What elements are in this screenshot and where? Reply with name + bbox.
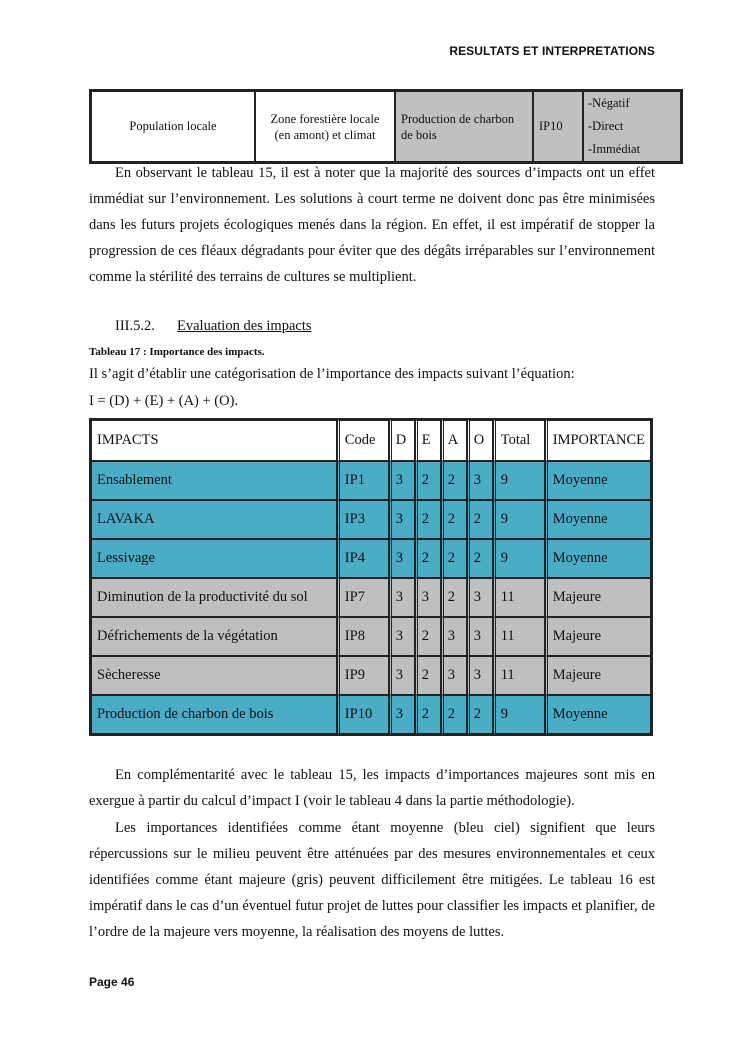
d-cell: 3	[389, 578, 415, 617]
section-title: Evaluation des impacts	[177, 318, 312, 334]
table-row	[91, 500, 651, 539]
o-cell: 3	[467, 656, 493, 695]
total-cell: 11	[493, 656, 545, 695]
impact-cell: Défrichements de la végétation	[91, 617, 337, 656]
importance-cell: Moyenne	[545, 539, 651, 578]
table-row	[91, 695, 651, 734]
section-number: III.5.2.	[115, 318, 155, 334]
o-cell: 3	[467, 578, 493, 617]
impacts-table	[89, 418, 653, 736]
e-cell: 2	[415, 656, 441, 695]
running-header: RESULTATS ET INTERPRETATIONS	[449, 44, 655, 58]
total-cell: 9	[493, 500, 545, 539]
a-cell: 2	[441, 539, 467, 578]
importance-cell: Majeure	[545, 656, 651, 695]
table-row	[91, 656, 651, 695]
table-header-row	[91, 420, 651, 461]
importance-cell: Moyenne	[545, 500, 651, 539]
code-cell: IP1	[337, 461, 389, 500]
impact-cell: Production de charbon de bois	[91, 695, 337, 734]
characteristic-item: -Négatif	[588, 96, 630, 110]
population-cell: Population locale	[91, 91, 255, 162]
column-header: E	[415, 420, 441, 461]
column-header: Total	[493, 420, 545, 461]
code-cell: IP10	[337, 695, 389, 734]
page-number: Page 46	[89, 975, 135, 989]
column-header: IMPORTANCE	[545, 420, 651, 461]
code-cell: IP3	[337, 500, 389, 539]
impact-cell: Diminution de la productivité du sol	[91, 578, 337, 617]
column-header: D	[389, 420, 415, 461]
characteristics-cell	[583, 91, 681, 162]
o-cell: 3	[467, 617, 493, 656]
impact-cell: LAVAKA	[91, 500, 337, 539]
a-cell: 2	[441, 578, 467, 617]
e-cell: 2	[415, 461, 441, 500]
importance-cell: Moyenne	[545, 461, 651, 500]
impact-cell: Lessivage	[91, 539, 337, 578]
o-cell: 2	[467, 695, 493, 734]
e-cell: 2	[415, 617, 441, 656]
source-cell: Production de charbon de bois	[395, 91, 533, 162]
table-row	[91, 578, 651, 617]
total-cell: 9	[493, 539, 545, 578]
code-cell: IP10	[533, 91, 583, 162]
o-cell: 2	[467, 500, 493, 539]
o-cell: 2	[467, 539, 493, 578]
section-heading	[115, 318, 312, 335]
paragraph-importance: Les importances identifiées comme étant moyenne (bleu ciel) signifient que leurs répercussions sur le milieu peuvent être atténuées par des mesures environnementales et ceux identifiées comme étant majeure (gris) peuvent difficilement être mitigées. Le tableau 16 est impératif dans le cas d’un éventuel futur projet de luttes pour classifier les impacts et planifier, de l’ordre de la majeure vers moyenne, la réalisation des moyens de luttes.	[89, 820, 655, 940]
table-caption: Tableau 17 : Importance des impacts.	[89, 346, 265, 358]
a-cell: 3	[441, 656, 467, 695]
a-cell: 2	[441, 695, 467, 734]
paragraph-observation: En observant le tableau 15, il est à noter que la majorité des sources d’impacts ont un effet immédiat sur l’environnement. Les solutions à court terme ne doivent donc pas être minimisées dans les futurs projets écologiques menés dans la région. En effet, il est impératif de stopper la progression de ces fléaux dégradants pour éviter que des dégâts irréparables sur l’environnement comme la stérilité des terrains de cultures se multiplient.	[89, 165, 655, 285]
intro-text: Il s’agit d’établir une catégorisation de l’importance des impacts suivant l’équation:	[89, 366, 575, 382]
e-cell: 2	[415, 539, 441, 578]
code-cell: IP8	[337, 617, 389, 656]
paragraph-complementarity: En complémentarité avec le tableau 15, les impacts d’importances majeures sont mis en exergue à partir du calcul d’impact I (voir le tableau 4 dans la partie méthodologie).	[89, 767, 655, 809]
column-header: O	[467, 420, 493, 461]
a-cell: 2	[441, 461, 467, 500]
impact-cell: Sècheresse	[91, 656, 337, 695]
table-row	[91, 539, 651, 578]
e-cell: 3	[415, 578, 441, 617]
column-header: IMPACTS	[91, 420, 337, 461]
o-cell: 3	[467, 461, 493, 500]
column-header: A	[441, 420, 467, 461]
d-cell: 3	[389, 461, 415, 500]
total-cell: 9	[493, 461, 545, 500]
total-cell: 9	[493, 695, 545, 734]
column-header: Code	[337, 420, 389, 461]
d-cell: 3	[389, 695, 415, 734]
total-cell: 11	[493, 617, 545, 656]
d-cell: 3	[389, 500, 415, 539]
e-cell: 2	[415, 500, 441, 539]
zone-cell: Zone forestière locale (en amont) et climat	[255, 91, 395, 162]
e-cell: 2	[415, 695, 441, 734]
total-cell: 11	[493, 578, 545, 617]
importance-cell: Majeure	[545, 578, 651, 617]
table-row	[91, 91, 681, 162]
d-cell: 3	[389, 539, 415, 578]
continuation-table	[89, 89, 683, 164]
code-cell: IP9	[337, 656, 389, 695]
equation-text: I = (D) + (E) + (A) + (O).	[89, 393, 239, 409]
d-cell: 3	[389, 617, 415, 656]
table-row	[91, 617, 651, 656]
a-cell: 3	[441, 617, 467, 656]
a-cell: 2	[441, 500, 467, 539]
impact-cell: Ensablement	[91, 461, 337, 500]
characteristic-item: -Direct	[588, 119, 624, 133]
code-cell: IP4	[337, 539, 389, 578]
code-cell: IP7	[337, 578, 389, 617]
d-cell: 3	[389, 656, 415, 695]
table-row	[91, 461, 651, 500]
characteristic-item: -Immédiat	[588, 142, 641, 156]
importance-cell: Majeure	[545, 617, 651, 656]
importance-cell: Moyenne	[545, 695, 651, 734]
